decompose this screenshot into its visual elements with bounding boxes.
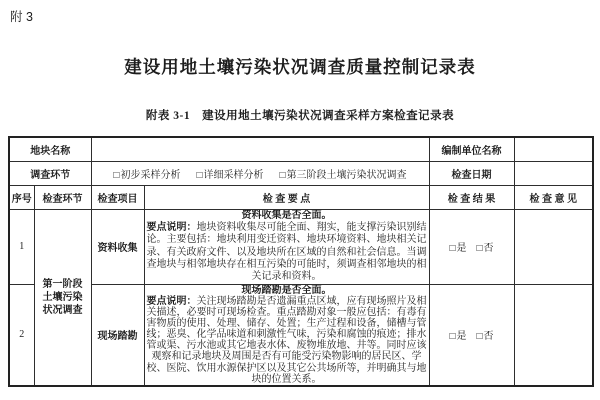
org-name-value-cell[interactable] xyxy=(514,137,593,161)
header-item: 检查项目 xyxy=(91,185,144,209)
stage-group-cell xyxy=(34,209,91,386)
attachment-number: 附 3 xyxy=(10,10,33,24)
row1-result-no[interactable] xyxy=(477,243,494,254)
row1-no: 1 xyxy=(9,209,34,284)
option-detailed-sampling-label: 详细采样分析 xyxy=(203,169,264,181)
row1-item: 资料收集 xyxy=(91,209,144,284)
org-name-label: 编制单位名称 xyxy=(429,137,514,161)
info-row-site xyxy=(9,137,593,161)
row2-point-title: 现场踏勘是否全面。 xyxy=(241,284,332,296)
table-row-site-reconnaissance xyxy=(9,284,593,386)
check-date-value-cell[interactable] xyxy=(514,161,593,185)
table-row-data-collection xyxy=(9,209,593,284)
row1-result-yes[interactable] xyxy=(449,243,466,254)
page-title: 建设用地土壤污染状况调查质量控制记录表 xyxy=(124,57,476,77)
site-name-label: 地块名称 xyxy=(9,137,91,161)
row2-item: 现场踏勘 xyxy=(91,284,144,386)
row2-points-cell xyxy=(144,284,429,386)
header-stage: 检查环节 xyxy=(34,185,91,209)
row2-checkbox-yes-icon[interactable]: □ xyxy=(449,331,456,343)
row1-point-title: 资料收集是否全面。 xyxy=(241,209,332,221)
survey-stage-label: 调查环节 xyxy=(9,161,91,185)
checkbox-detailed-sampling-icon[interactable]: □ xyxy=(196,169,203,181)
quality-control-record-table xyxy=(8,136,594,387)
row1-yes-label: 是 xyxy=(456,243,467,254)
row1-checkbox-no-icon[interactable]: □ xyxy=(476,243,483,254)
table-subtitle: 附表 3-1 建设用地土壤污染状况调查采样方案检查记录表 xyxy=(145,110,455,122)
row2-result-yes[interactable] xyxy=(449,331,466,342)
option-preliminary-sampling[interactable] xyxy=(113,166,180,181)
row2-result-cell xyxy=(429,284,514,386)
row2-point-lead: 要点说明： xyxy=(146,295,197,307)
row2-yes-label: 是 xyxy=(456,331,467,343)
option-preliminary-sampling-label: 初步采样分析 xyxy=(120,169,181,181)
row1-result-cell xyxy=(429,209,514,284)
header-opinion: 检 查 意 见 xyxy=(514,185,593,209)
row2-result-no[interactable] xyxy=(477,331,494,342)
row1-points-cell xyxy=(144,209,429,284)
option-third-phase[interactable] xyxy=(280,166,407,181)
row2-opinion-cell[interactable] xyxy=(514,284,593,386)
row2-point-body: 关注现场踏勘是否遗漏重点区域，应有现场照片及相关描述，必要时可现场检查。重点踏勘对象一般应包括：有毒有害物质的使用、处理、储存、处置；生产过程和设备，储槽与管线；恶臭、化学品味道和刺激性气味，污染和腐蚀的痕迹；排水管或渠、污水池或其它地表水体、废物堆放地、井等。同时应该观察和记录地块及周围是否有可能受污染物影响的居民区、学校、医院、饮用水源保护区以及其它公共场所等，并明确其与地块的位置关系。 xyxy=(146,295,427,385)
row1-opinion-cell[interactable] xyxy=(514,209,593,284)
site-name-value-cell[interactable] xyxy=(91,137,429,161)
survey-stage-options-cell xyxy=(91,161,429,185)
stage-group-label: 第一阶段土壤污染状况调查 xyxy=(42,278,83,316)
row1-no-label: 否 xyxy=(483,243,494,254)
row2-no-label: 否 xyxy=(483,331,494,343)
table-header-row xyxy=(9,185,593,209)
row1-checkbox-yes-icon[interactable]: □ xyxy=(449,243,456,254)
row2-no: 2 xyxy=(9,284,34,386)
checkbox-third-phase-icon[interactable]: □ xyxy=(279,169,286,181)
row2-checkbox-no-icon[interactable]: □ xyxy=(476,331,483,343)
info-row-stage xyxy=(9,161,593,185)
option-third-phase-label: 第三阶段土壤污染状况调查 xyxy=(286,169,407,181)
option-detailed-sampling[interactable] xyxy=(196,166,263,181)
row1-point-lead: 要点说明： xyxy=(146,221,197,233)
header-result: 检 查 结 果 xyxy=(429,185,514,209)
row1-point-body: 地块资料收集尽可能全面、翔实，能支撑污染识别结论。主要包括：地块利用变迁资料、地块环境资料、地块相关记录、有关政府文件、以及地块所在区域的自然和社会信息。当调查地块与相邻地块存在相互污染的可能时，须调查相邻地块的相关记录和资料。 xyxy=(146,221,427,283)
header-points: 检 查 要 点 xyxy=(144,185,429,209)
checkbox-preliminary-sampling-icon[interactable]: □ xyxy=(113,169,120,181)
survey-stage-options xyxy=(92,166,429,181)
header-no: 序号 xyxy=(9,185,34,209)
check-date-label: 检查日期 xyxy=(429,161,514,185)
